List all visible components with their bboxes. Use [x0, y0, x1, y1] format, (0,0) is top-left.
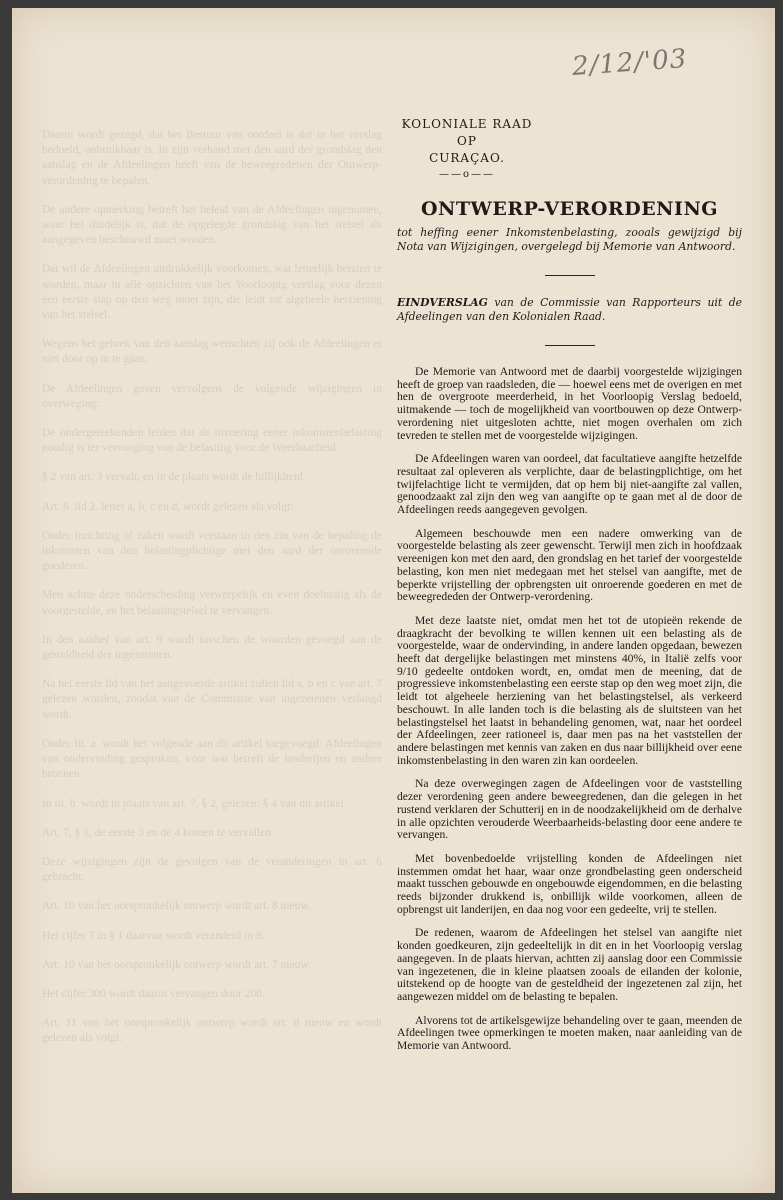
divider	[545, 275, 595, 276]
paragraph: De redenen, waarom de Afdeelingen het stelsel van aangifte niet konden goedkeuren, zijn gedeeltelijk in dit en in het Voorloopig verslag aangegeven. In de plaats hiervan, achtten zij aanslag door een Commissie van ingezetenen, die in kleine plaatsen zooals de eilanden der kolonie, uitstekend op de hoogte van de gesteldheid der ingezetenen zal zijn, het aangewezen middel om de belasting te bepalen.	[397, 926, 742, 1003]
header-line-3: CURAÇAO.	[429, 151, 505, 165]
header-line-2: OP	[457, 134, 477, 148]
paragraph: Algemeen beschouwde men een nadere omwerking van de voorgestelde belasting als zeer gewenscht. Terwijl men zich in hoofdzaak vereenigen kon met den aard, den grondslag en het tarief der voorgestelde belasting, kon men niet medegaan met het stelsel van aangifte, met de beperkte vrijstelling der opbrengsten uit onroerende goederen en met de beweegrededen der Ontwerp-verordening.	[397, 526, 742, 604]
handwritten-date: 2/12/'03	[571, 44, 689, 82]
document-title: ONTWERP-VERORDENING	[420, 198, 719, 220]
letterhead	[392, 116, 542, 180]
paragraph: Met deze laatste niet, omdat men het tot de utopieën rekende de draagkracht der bevolking te willen kennen uit een belasting als de voorgestelde, waar de ondervinding, in andere landen opgedaan, bewezen heeft dat dergelijke belastingen met minstens 40%, in Italië zelfs voor 9/10 gedeelte ontdoken wordt, en, omdat men de meening, dat de progressieve inkomstenbelasting een eerste stap op den weg moet zijn, die leidt tot algeheele herziening van het belastingstelsel, als verkeerd beschouwt. In alle landen toch is die belasting als de sluitsteen van het belastingstelsel het laatst in behandeling genomen, wat, naar het oordeel der Afdeelingen, zeer rationeel is, daar men pas na het vaststellen der andere belastingen met kennis van zaken en dus naar billijkheid over eene inkomstenbelasting in den waren zin kan oordeelen.	[397, 613, 742, 767]
paragraph: Alvorens tot de artikelsgewijze behandeling over te gaan, meenden de Afdeelingen twee opmerkingen te moeten maken, naar aanleiding van de Memorie van Antwoord.	[397, 1013, 742, 1053]
divider	[545, 345, 595, 346]
report-heading	[397, 296, 742, 323]
header-line-1: KOLONIALE RAAD	[401, 117, 533, 131]
paragraph: De Memorie van Antwoord met de daarbij voorgestelde wijzigingen heeft de groep van raadsleden, die — hoewel eens met de overigen en met hen de overgroote meerderheid, in het Voorloopig Verslag bedoeld, uitmakende — toch de mogelijkheid van voortbouwen op deze Ontwerp-verordening niet uitgesloten achtte, niet mogen overhalen om zich tevreden te stellen met de voorgestelde wijzigingen.	[397, 365, 742, 442]
document-subtitle: tot heffing eener Inkomstenbelasting, zooals gewijzigd bij Nota van Wijzigingen, overgelegd bij Memorie van Antwoord.	[397, 226, 742, 253]
report-heading-lead: EINDVERSLAG	[397, 296, 488, 309]
bleed-through-text: Daarin wordt gezegd, dat het Bestuur van oordeel is dat in het verslag bedoeld, onbruikbaar is. In zijn verband met den aard der grondslag den aanslag en de Afdeelingen heeft van de beweegredenen der Ontwerp-verordening te bepalen. De andere opmerking betreft het beleid van de Afdeelingen ingenomen, waar het duidelijk is, dat de opgelegde grondslag van het stelsel als aangegeven beschouwd moet worden. Dat wil de Afdeelingen uitdrukkelijk voorkomen, wat letterlijk herzien te worden, maar in alle opzichten van het Voorloopig verslag voor dezen een eerste stap op den weg moet zijn, die leidt tot algeheele herziening van het stelsel. Wegens het gebrek van den aanslag wenschten zij ook de Afdeelingen er niet door op in te gaan. De Afdeelingen gaven vervolgens de volgende wijzigingen in overweging: De ondergeteekenden leiden dat de invoering eener inkomstenbelasting noodig is ter vervanging van de belasting voor de Weerbaarheid. § 2 van art. 3 vervalt, en in de plaats wordt de billijkheid. Art. 6. lid 2. letter a, b, c en d, wordt gelezen als volgt: Onder inrichting of zaken wordt verstaan in den zin van de bepaling de inkomsten van den belastingplichtige met den aard der onroerende goederen. Men achtte deze onderscheiding verwerpelijk en even doelmatig als de voorgestelde, en het belastingstelsel te vervangen. In den aanhef van art. 9 wordt tusschen de woorden gevoegd aan de gesteldheid der ingezetenen. Na het eerste lid van het aangevoerde artikel zullen lid a, b en c van art. 7 gelezen worden, zoodat van de Commissie van ingezetenen verlangd wordt. Onder lit. a. wordt het volgende aan dit artikel toegevoegd: Afdeelingen van ondervinding gesproken, voor wat betreft de landerijen en andere bronnen. In lit. b. wordt in plaats van art. 7, § 2, gelezen: § 4 van dit artikel. Art. 7, § 1, de eerste 3 en de 4 komen te vervallen. Deze wijzigingen zijn de gevolgen van de veranderingen in art. 6 gebracht. Art. 10 van het oorspronkelijk ontwerp wordt art. 8 nieuw. Het cijfer 7 in § 1 daarvan wordt veranderd in 8. Art. 10 van het oorspronkelijk ontwerp wordt art. 7 nieuw. Het cijfer 300 wordt daarin vervangen door 200. Art. 11 van het oorspronkelijk ontwerp wordt art. 8 nieuw en wordt gelezen als volgt.	[42, 129, 382, 1045]
paragraph: Met bovenbedoelde vrijstelling konden de Afdeelingen niet instemmen omdat het haar, waar onze grondbelasting geen onderscheid maakt tusschen gebouwde en ongebouwde eigendommen, en die belasting reeds bijzonder drukkend is, onbillijk wilde voorkomen, alleen de opbrengst uit landerijen, en daa nog voor een gedeelte, vrij te stellen.	[397, 851, 742, 916]
header-separator: ——o——	[438, 169, 496, 180]
paragraph: De Afdeelingen waren van oordeel, dat facultatieve aangifte hetzelfde resultaat zal opleveren als verplichte, daar de belastingplichtige, om het twijfelachtige licht te vermijden, dat op hem bij niet-aangifte zal vallen, genoodzaakt zal zijn den weg van aangifte op te gaan met al de door de Afdeelingen reeds aangegeven gevolgen.	[397, 452, 742, 517]
report-heading-rest: van de Commissie van Rapporteurs uit de Afdeelingen van den Kolonialen Raad.	[397, 296, 742, 323]
main-column	[397, 198, 742, 1064]
body-text	[397, 366, 742, 1053]
document-page	[12, 8, 775, 1193]
paragraph: Na deze overwegingen zagen de Afdeelingen voor de vaststelling dezer verordening geen andere beweegredenen, dan die gelegen in het rustend verklaren der Schutterij en in de noodzakelijkheid om de derhalve in alle opzichten verouderde Weerbaarheids-belasting door eene andere te vervangen.	[397, 777, 742, 842]
